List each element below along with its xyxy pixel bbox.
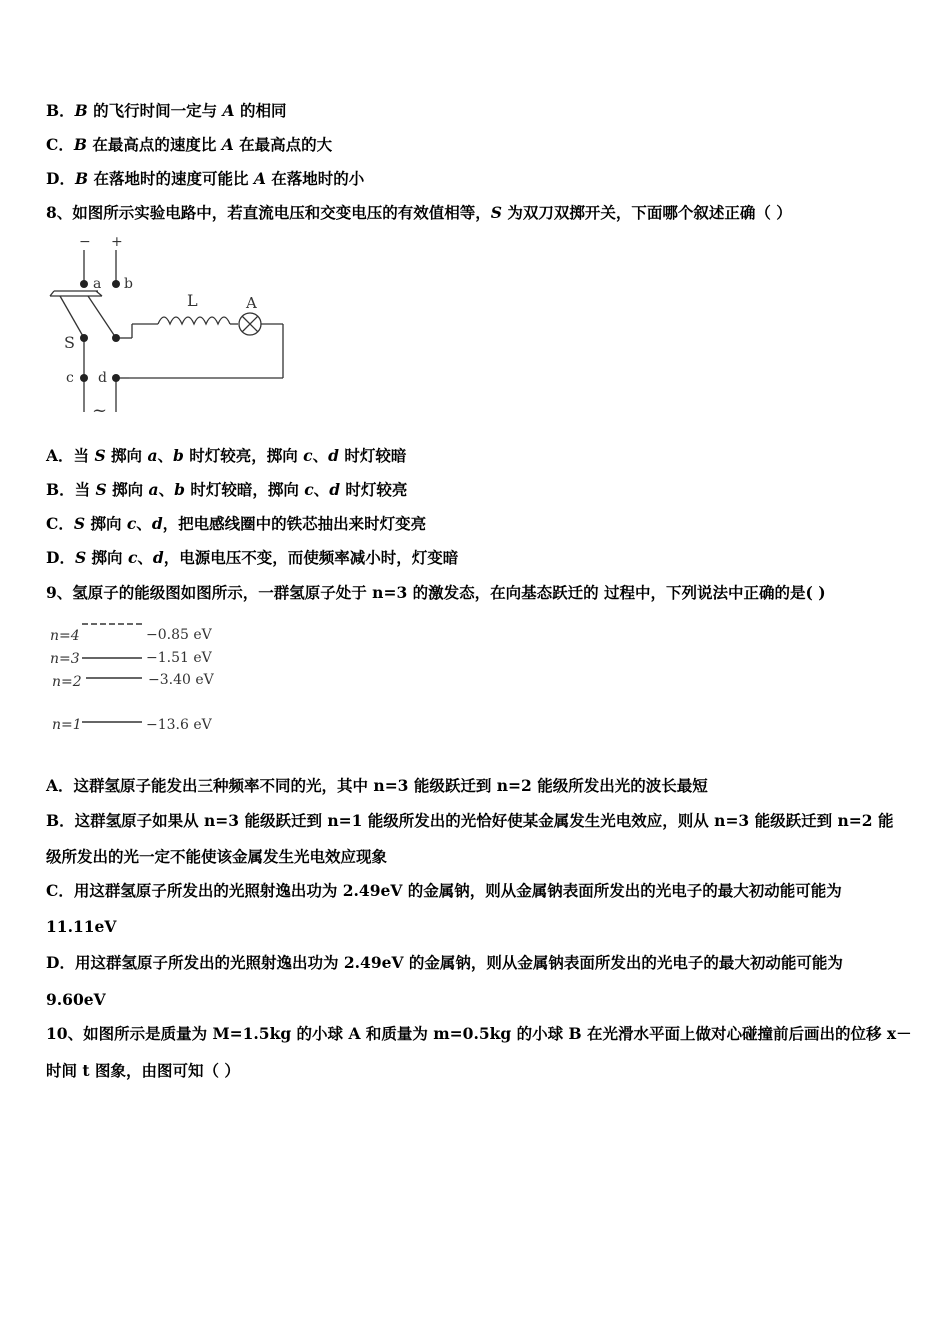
level-3-energy: −1.51 eV <box>146 650 212 666</box>
q9-option-b: B．这群氢原子如果从 n=3 能级跃迁到 n=1 能级所发出的光恰好使某金属发生光电效应，则从 n=3 能级跃迁到 n=2 能 <box>46 811 894 830</box>
level-3-n: n=3 <box>50 651 80 667</box>
q9-option-c-cont: 11.11eV <box>46 917 117 936</box>
label-inductor: L <box>187 291 198 310</box>
label-a: a <box>93 276 102 292</box>
level-1-energy: −13.6 eV <box>146 717 212 733</box>
q9-option-b-cont: 级所发出的光一定不能使该金属发生光电效应现象 <box>46 847 388 866</box>
terminal-a-dot <box>80 280 88 288</box>
q9-stem: 9、氢原子的能级图如图所示，一群氢原子处于 n=3 的激发态，在向基态跃迁的 过程中，下列说法中正确的是( ) <box>46 583 826 602</box>
q8-option-a: A．当 S 掷向 a、b 时灯较亮，掷向 c、d 时灯较暗 <box>46 446 407 465</box>
q7-option-c: C．B 在最高点的速度比 A 在最高点的大 <box>46 135 333 154</box>
q8-option-c: C．S 掷向 c、d，把电感线圈中的铁芯抽出来时灯变亮 <box>46 514 427 533</box>
q7-option-d: D．B 在落地时的速度可能比 A 在落地时的小 <box>46 169 365 188</box>
level-4-n: n=4 <box>50 628 80 644</box>
level-1-n: n=1 <box>52 717 82 733</box>
q8-option-d: D．S 掷向 c、d，电源电压不变，而使频率减小时，灯变暗 <box>46 548 459 567</box>
level-4-energy: −0.85 eV <box>146 627 212 643</box>
level-2-energy: −3.40 eV <box>148 672 214 688</box>
q9-option-c: C．用这群氢原子所发出的光照射逸出功为 2.49eV 的金属钠，则从金属钠表面所发出的光电子的最大初动能可能为 <box>46 881 842 900</box>
ac-symbol: ~ <box>92 400 108 417</box>
q10-stem-cont: 时间 t 图象，由图可知（ ） <box>46 1061 240 1080</box>
label-lamp: A <box>246 294 257 312</box>
plus-label: + <box>111 234 123 250</box>
q9-option-d-cont: 9.60eV <box>46 990 106 1009</box>
label-d: d <box>98 370 107 386</box>
q8-stem: 8、如图所示实验电路中，若直流电压和交变电压的有效值相等，S 为双刀双掷开关，下面哪个叙述正确（ ） <box>46 203 792 222</box>
label-switch: S <box>64 333 75 352</box>
q10-stem: 10、如图所示是质量为 M=1.5kg 的小球 A 和质量为 m=0.5kg 的小球 B 在光滑水平面上做对心碰撞前后画出的位移 x－ <box>46 1024 912 1043</box>
minus-label: − <box>79 234 91 250</box>
label-b: b <box>124 276 133 292</box>
terminal-d-dot <box>112 374 120 382</box>
q9-option-a: A．这群氢原子能发出三种频率不同的光，其中 n=3 能级跃迁到 n=2 能级所发出光的波长最短 <box>46 776 708 795</box>
q7-option-b: B．B 的飞行时间一定与 A 的相同 <box>46 101 287 120</box>
terminal-b-dot <box>112 280 120 288</box>
q8-circuit-figure <box>40 232 300 417</box>
q8-option-b: B．当 S 掷向 a、b 时灯较暗，掷向 c、d 时灯较亮 <box>46 480 408 499</box>
label-c: c <box>66 370 74 386</box>
terminal-c-dot <box>80 374 88 382</box>
q9-option-d: D．用这群氢原子所发出的光照射逸出功为 2.49eV 的金属钠，则从金属钠表面所发出的光电子的最大初动能可能为 <box>46 953 843 972</box>
level-2-n: n=2 <box>52 674 82 690</box>
energy-level-diagram <box>44 614 244 744</box>
